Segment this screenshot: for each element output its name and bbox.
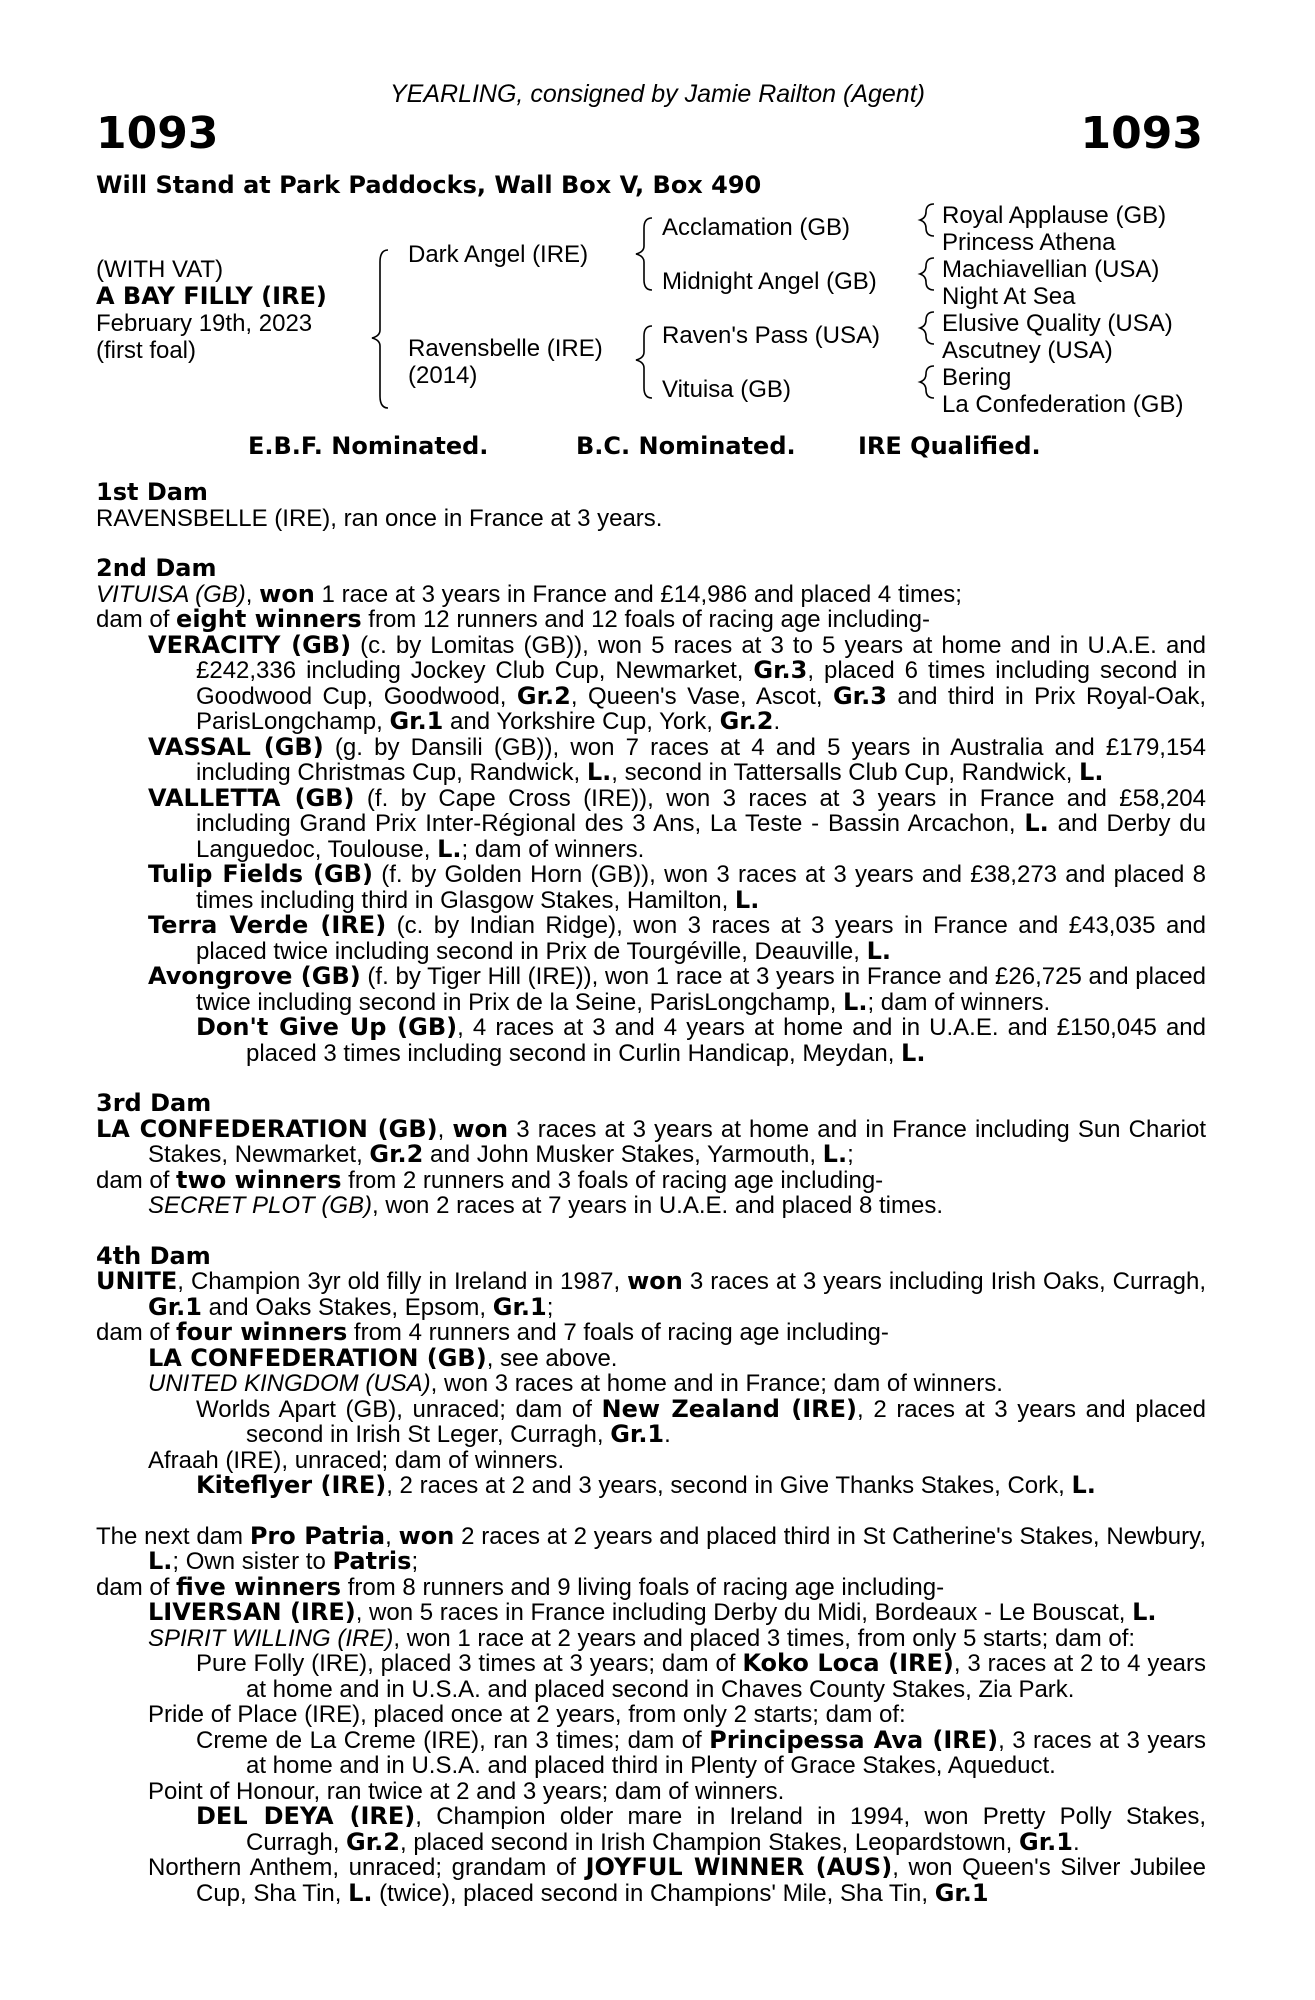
- next-dam-produce: dam of five winners from 8 runners and 9 living foals of racing age including-: [96, 1572, 945, 1601]
- ire-qualified: IRE Qualified.: [858, 432, 1041, 460]
- offspring-avongrove: Avongrove (GB) (f. by Tiger Hill (IRE)), won 1 race at 3 years in France and £26,725 and placed twice including second in Prix de la Seine, ParisLongchamp, L.; dam of winners.: [148, 962, 1206, 1016]
- offspring-secret-plot: SECRET PLOT (GB), won 2 races at 7 years in U.A.E. and placed 8 times.: [148, 1192, 943, 1219]
- sire-dam: Midnight Angel (GB): [662, 268, 877, 295]
- first-dam-text: RAVENSBELLE (IRE), ran once in France at 3 years.: [96, 504, 663, 532]
- offspring-vassal: VASSAL (GB) (g. by Dansili (GB)), won 7 races at 4 and 5 years in Australia and £179,154 including Christmas Cup, Randwick, L., second in Tattersalls Club Cup, Randwick, L.: [148, 732, 1206, 786]
- bracket-g1: [920, 204, 934, 236]
- offspring-veracity: VERACITY (GB) (c. by Lomitas (GB)), won 5 races at 3 to 5 years at home and in U.A.E. and £242,336 including Jockey Club Cup, Newmarket, Gr.3, placed 6 times including second in Goodwood Cup, Goodwood, Gr.2, Queen's Vase, Ascot, Gr.3 and third in Prix Royal-Oak, ParisLongchamp, Gr.1 and Yorkshire Cup, York, Gr.2.: [148, 630, 1207, 735]
- vat-note: (WITH VAT): [96, 256, 224, 283]
- offspring-pride-of-place: Pride of Place (IRE), placed once at 2 years, from only 2 starts; dam of:: [148, 1701, 906, 1728]
- stand-location: Will Stand at Park Paddocks, Wall Box V, Box 490: [96, 171, 762, 199]
- second-dam-summary: VITUISA (GB), won 1 race at 3 years in France and £14,986 and placed 4 times;: [96, 579, 962, 608]
- third-dam-heading: 3rd Dam: [96, 1089, 212, 1117]
- offspring-creme-de-la-creme: Creme de La Creme (IRE), ran 3 times; dam of Principessa Ava (IRE), 3 races at 3 years at home and in U.S.A. and placed third in Plenty of Grace Stakes, Aqueduct.: [196, 1725, 1207, 1779]
- offspring-valletta: VALLETTA (GB) (f. by Cape Cross (IRE)), won 3 races at 3 years in France and £58,204 including Grand Prix Inter-Régional des 3 Ans, La Teste - Bassin Arcachon, L. and Derby du Languedoc, Toulouse, L.; dam of winners.: [148, 783, 1207, 863]
- third-dam-summary: LA CONFEDERATION (GB), won 3 races at 3 years at home and in France including Sun Chariot Stakes, Newmarket, Gr.2 and John Musker Stakes, Yarmouth, L.;: [96, 1114, 1206, 1168]
- third-dam-produce: dam of two winners from 2 runners and 3 foals of racing age including-: [96, 1165, 884, 1194]
- offspring-kiteflyer: Kiteflyer (IRE), 2 races at 2 and 3 years, second in Give Thanks Stakes, Cork, L.: [196, 1471, 1096, 1499]
- lot-number-right: 1093: [1080, 108, 1203, 159]
- fourth-dam-summary: UNITE, Champion 3yr old filly in Ireland in 1987, won 3 races at 3 years including Irish Oaks, Curragh, Gr.1 and Oaks Stakes, Epsom, Gr.1;: [96, 1267, 1207, 1321]
- bracket-sire: [636, 218, 652, 290]
- ancestor-7: Bering: [942, 364, 1012, 391]
- offspring-tulip-fields: Tulip Fields (GB) (f. by Golden Horn (GB)), won 3 races at 3 years and £38,273 and placed 8 times including third in Glasgow Stakes, Hamilton, L.: [148, 860, 1206, 914]
- next-dam-summary: The next dam Pro Patria, won 2 races at 2 years and placed third in St Catherine's Stakes, Newbury, L.; Own sister to Patris;: [96, 1521, 1206, 1575]
- offspring-la-confederation: LA CONFEDERATION (GB), see above.: [148, 1343, 618, 1372]
- bracket-g4: [920, 366, 934, 398]
- ancestor-5: Elusive Quality (USA): [942, 310, 1173, 337]
- offspring-point-of-honour: Point of Honour, ran twice at 2 and 3 years; dam of winners.: [148, 1777, 785, 1805]
- ancestor-8: La Confederation (GB): [942, 391, 1184, 418]
- first-dam-heading: 1st Dam: [96, 478, 208, 506]
- offspring-dont-give-up: Don't Give Up (GB), 4 races at 3 and 4 years at home and in U.A.E. and £150,045 and placed 3 times including second in Curlin Handicap, Meydan, L.: [196, 1013, 1206, 1067]
- offspring-terra-verde: Terra Verde (IRE) (c. by Indian Ridge), won 3 races at 3 years in France and £43,035 and placed twice including second in Prix de Tourgéville, Deauville, L.: [148, 911, 1206, 965]
- bracket-main: [372, 250, 388, 408]
- offspring-spirit-willing: SPIRIT WILLING (IRE), won 1 race at 2 years and placed 3 times, from only 5 starts; dam of:: [148, 1624, 1136, 1652]
- ebf-nominated: E.B.F. Nominated.: [248, 432, 489, 460]
- bracket-g2: [920, 258, 934, 290]
- dam-year: (2014): [408, 362, 478, 389]
- foaling-date: February 19th, 2023: [96, 310, 313, 337]
- sire-sire: Acclamation (GB): [662, 214, 851, 241]
- second-dam-heading: 2nd Dam: [96, 554, 217, 582]
- ancestor-1: Royal Applause (GB): [942, 202, 1167, 229]
- consignment-line: YEARLING, consigned by Jamie Railton (Agent): [390, 80, 925, 108]
- ancestor-6: Ascutney (USA): [942, 337, 1113, 364]
- offspring-afraah: Afraah (IRE), unraced; dam of winners.: [148, 1446, 565, 1474]
- catalogue-body: [96, 480, 1206, 1906]
- foal-note: (first foal): [96, 337, 197, 364]
- lot-number-left: 1093: [96, 108, 219, 159]
- ancestor-2: Princess Athena: [942, 229, 1116, 256]
- fourth-dam-heading: 4th Dam: [96, 1241, 211, 1270]
- offspring-pure-folly: Pure Folly (IRE), placed 3 times at 3 years; dam of Koko Loca (IRE), 3 races at 2 to 4 years at home and in U.S.A. and placed second in Chaves County Stakes, Zia Park.: [196, 1649, 1207, 1703]
- fourth-dam-produce: dam of four winners from 4 runners and 7 foals of racing age including-: [96, 1318, 889, 1346]
- bc-nominated: B.C. Nominated.: [576, 432, 796, 460]
- dam-dam: Vituisa (GB): [662, 376, 791, 403]
- sire: Dark Angel (IRE): [408, 241, 589, 268]
- bracket-g3: [920, 312, 934, 344]
- offspring-liversan: LIVERSAN (IRE), won 5 races in France including Derby du Midi, Bordeaux - Le Bouscat, L.: [148, 1598, 1157, 1626]
- offspring-united-kingdom: UNITED KINGDOM (USA), won 3 races at home and in France; dam of winners.: [148, 1370, 1003, 1397]
- horse-name: A BAY FILLY (IRE): [96, 282, 327, 310]
- offspring-del-deya: DEL DEYA (IRE), Champion older mare in Ireland in 1994, won Pretty Polly Stakes, Curragh, Gr.2, placed second in Irish Champion Stakes, Leopardstown, Gr.1.: [196, 1802, 1206, 1856]
- offspring-worlds-apart: Worlds Apart (GB), unraced; dam of New Zealand (IRE), 2 races at 3 years and placed second in Irish St Leger, Curragh, Gr.1.: [196, 1394, 1207, 1448]
- ancestor-3: Machiavellian (USA): [942, 256, 1160, 283]
- dam-sire: Raven's Pass (USA): [662, 322, 880, 349]
- second-dam-produce: dam of eight winners from 12 runners and 12 foals of racing age including-: [96, 605, 930, 633]
- ancestor-4: Night At Sea: [942, 283, 1076, 310]
- dam: Ravensbelle (IRE): [408, 335, 603, 362]
- bracket-dam: [636, 326, 652, 398]
- offspring-northern-anthem: Northern Anthem, unraced; grandam of JOYFUL WINNER (AUS), won Queen's Silver Jubilee Cup, Sha Tin, L. (twice), placed second in Champions' Mile, Sha Tin, Gr.1: [148, 1853, 1206, 1907]
